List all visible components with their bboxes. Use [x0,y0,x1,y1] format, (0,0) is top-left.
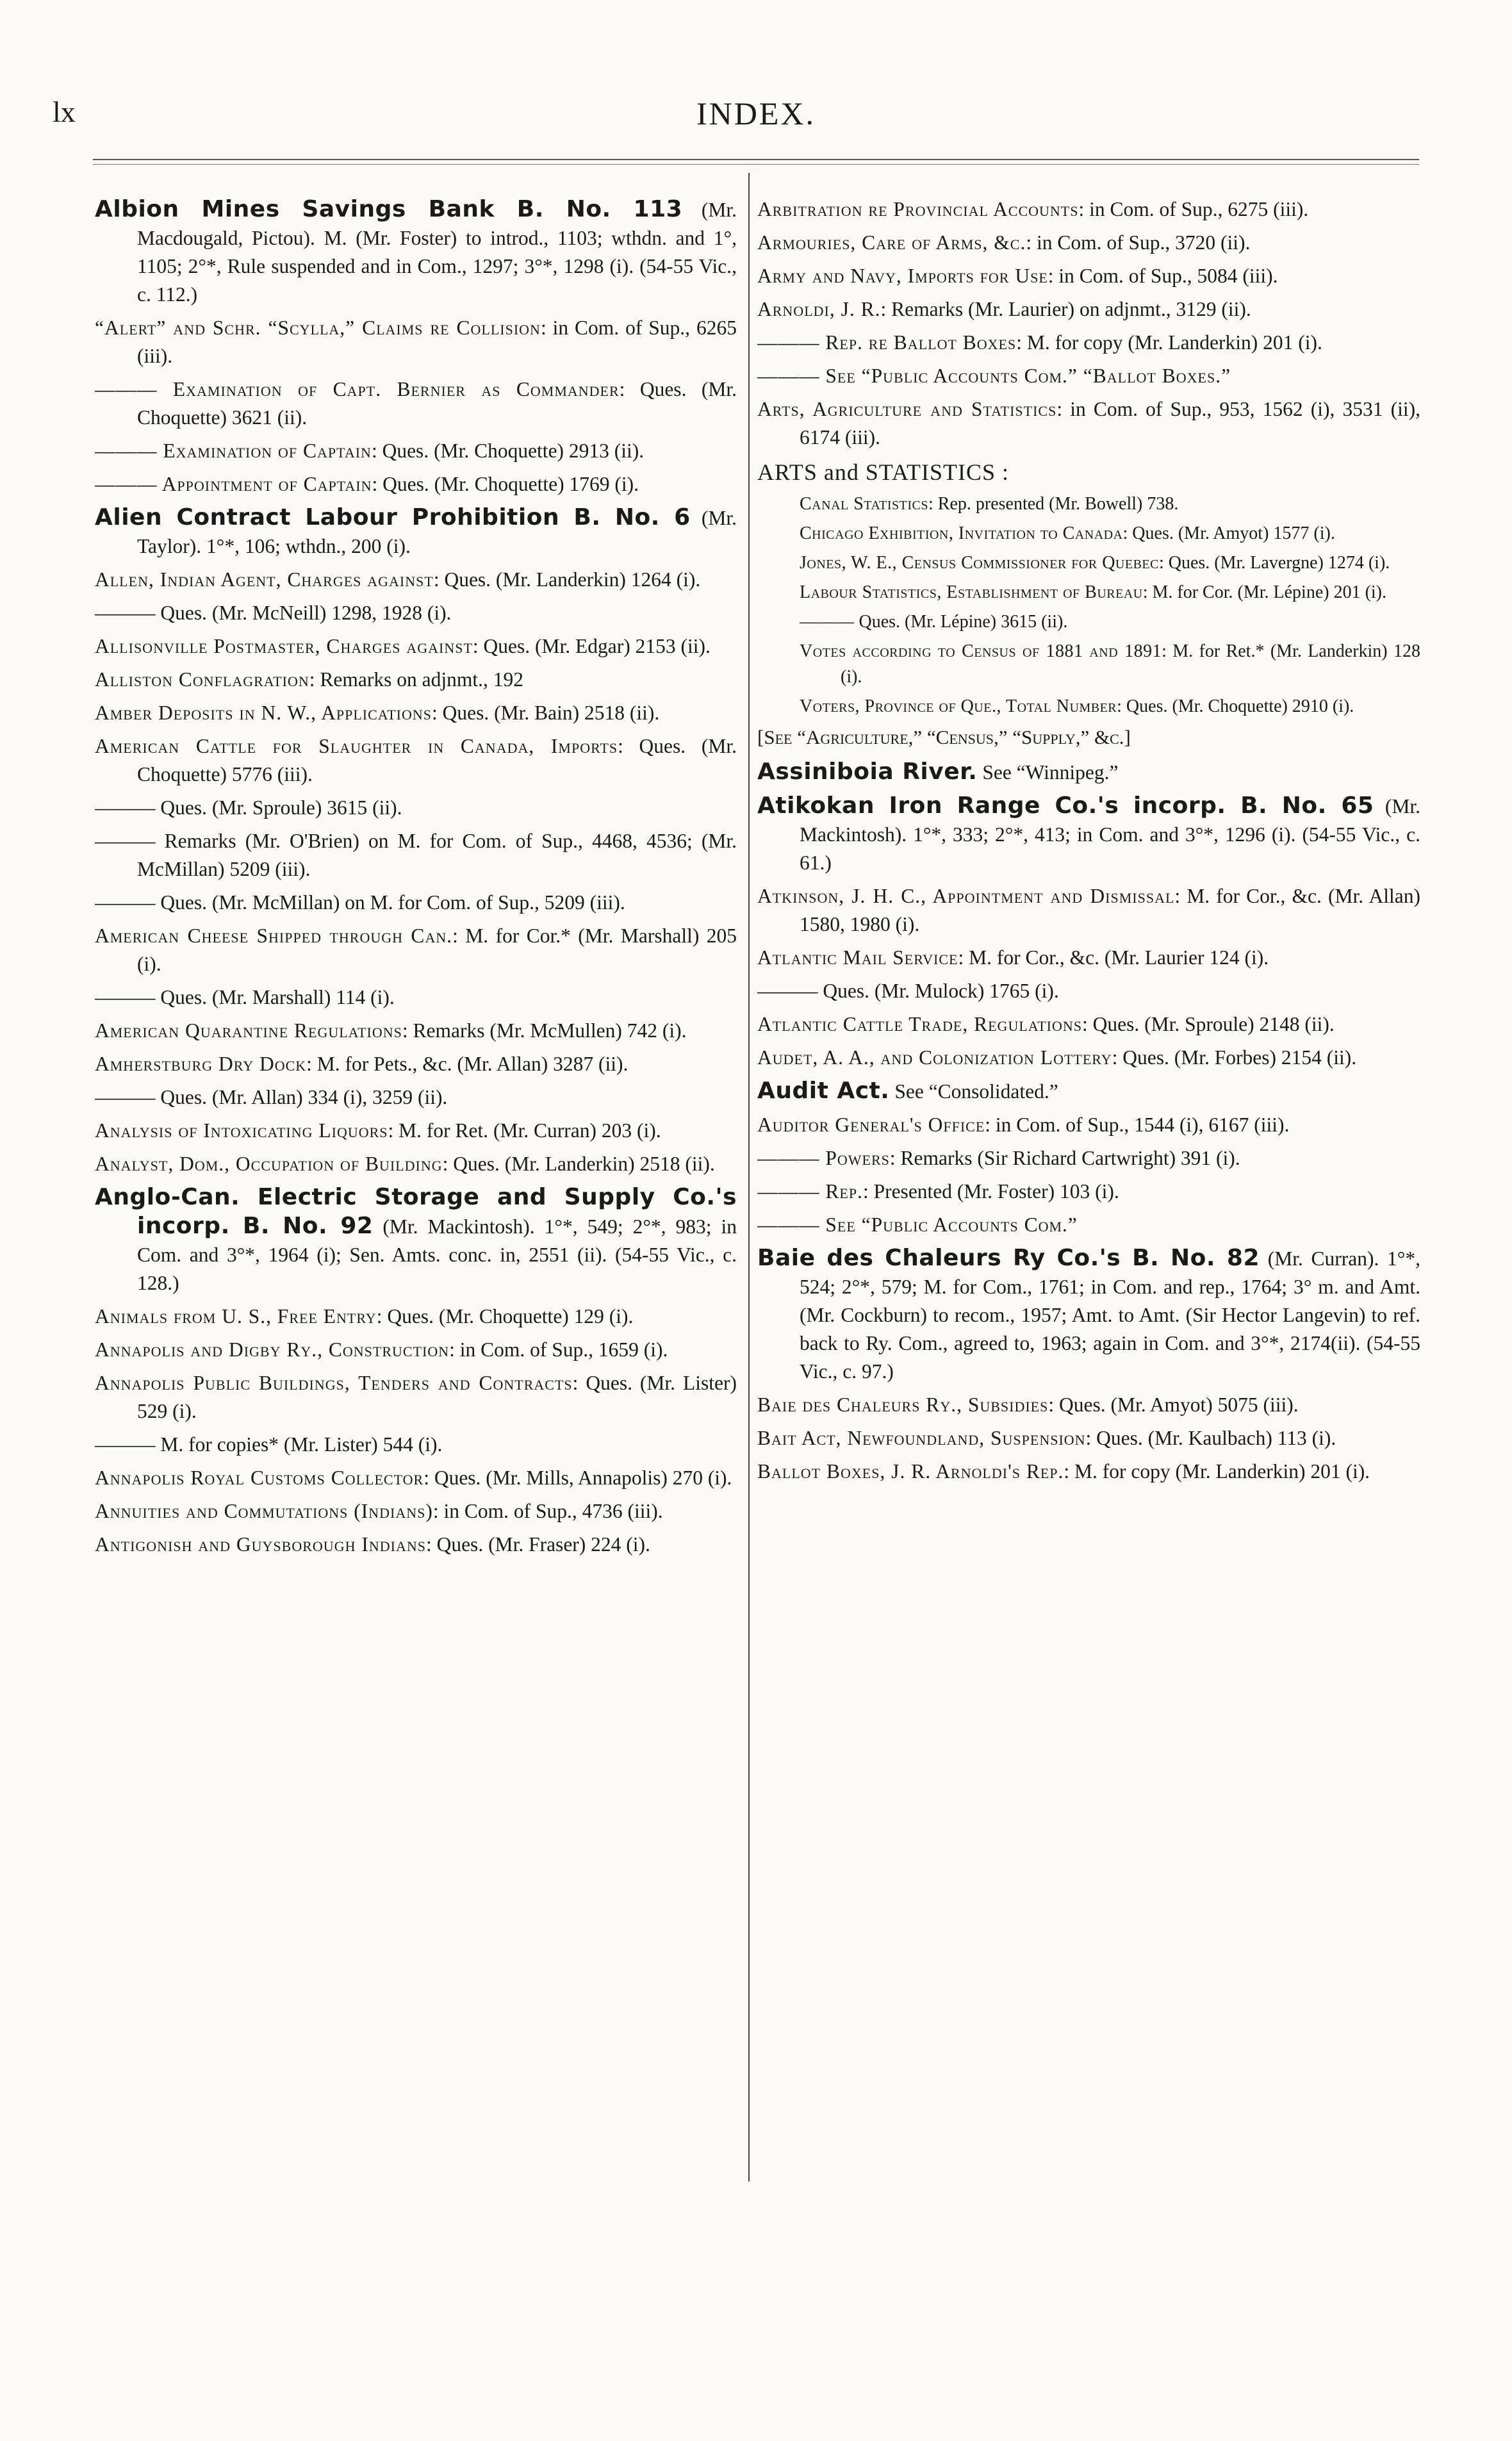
see-also-note: [See “Agriculture,” “Census,” “Supply,” &c.] [757,726,1131,748]
index-entry [95,732,737,789]
entry-references: : M. for Cor., &c. (Mr. Allan) 1580, 1980 (i). [800,885,1420,935]
index-entry [757,1458,1420,1486]
index-entry [95,599,737,627]
entry-references: : M. for Cor., &c. (Mr. Laurier 124 (i). [958,946,1269,969]
index-entry [95,666,737,694]
entry-heading: ——— Examination of Capt. Bernier as Commander [95,378,620,400]
entry-heading: ——— See “Public Accounts Com.” [757,1213,1078,1236]
entry-references: : in Com. of Sup., 6275 (iii). [1078,198,1309,220]
index-entry [95,1369,737,1426]
entry-references: : Ques. (Mr. Bain) 2518 (ii). [432,702,660,724]
index-entry [757,580,1420,605]
entry-heading: Audet, A. A., and Colonization Lottery [757,1046,1112,1069]
entry-references: (Mr. Taylor). 1°*, 106; wthdn., 200 (i). [137,507,737,557]
entry-heading: Arts, Agriculture and Statistics [757,398,1057,420]
entry-references: : in Com. of Sup., 3720 (ii). [1026,231,1251,254]
entry-heading: Allen, Indian Agent, Charges against [95,568,434,591]
entry-references: (Mr. Mackintosh). 1°*, 333; 2°*, 413; in Com. and 3°*, 1296 (i). (54-55 Vic., c. 61.) [800,795,1420,874]
entry-heading: Amherstburg Dry Dock [95,1053,307,1075]
entry-heading: Atlantic Cattle Trade, Regulations [757,1013,1082,1035]
index-entry [757,609,1420,635]
entry-heading: Armouries, Care of Arms, &c. [757,231,1026,254]
index-entry [757,1044,1420,1072]
entry-references: : in Com. of Sup., 1659 (i). [449,1338,668,1361]
index-entry [757,229,1420,257]
right-column-bottom [757,758,1420,1486]
right-column-top [757,195,1420,452]
index-entry [95,1083,737,1112]
page-number: lx [53,95,76,128]
entry-references: : Ques. (Mr. Landerkin) 2518 (ii). [442,1153,715,1175]
header-rule [93,159,1419,165]
index-entry [95,437,737,465]
entry-heading: American Cattle for Slaughter in Canada, Imports [95,735,618,757]
entry-heading: ——— [95,796,156,819]
entry-heading: Jones, W. E., Census Commissioner for Quebec [800,553,1159,573]
entry-heading: Alliston Conflagration [95,668,309,691]
entry-heading: Baie des Chaleurs Ry Co.'s B. No. 82 [757,1245,1260,1271]
index-entry [757,882,1420,939]
entry-references: : Remarks (Mr. McMullen) 742 (i). [402,1019,687,1042]
entry-references: : Remarks (Mr. Laurier) on adjnmt., 3129 (ii). [880,298,1251,320]
entry-references: : Ques. (Mr. Forbes) 2154 (ii). [1112,1046,1357,1069]
entry-references: Ques. (Mr. Mulock) 1765 (i). [818,980,1059,1002]
entry-heading: Atkinson, J. H. C., Appointment and Dismissal [757,885,1175,907]
index-entry [95,794,737,822]
index-entry [95,1336,737,1364]
entry-heading: Annapolis Public Buildings, Tenders and Contracts [95,1372,573,1394]
entry-heading: Albion Mines Savings Bank B. No. 113 [95,196,683,222]
entry-references: M. for copies* (Mr. Lister) 544 (i). [155,1433,443,1456]
index-entry [757,329,1420,357]
left-column [95,195,737,2201]
index-entry [95,1050,737,1078]
entry-references: Ques. (Mr. McMillan) on M. for Com. of Sup., 5209 (iii). [155,891,625,914]
index-entry [95,375,737,432]
entry-references: : Remarks on adjnmt., 192 [309,668,523,691]
entry-heading: ——— [95,830,156,852]
index-entry [757,1111,1420,1139]
index-entry [757,262,1420,290]
index-entry [95,504,737,561]
entry-references: : Ques. (Mr. Lister) 529 (i). [137,1372,737,1422]
index-entry [95,566,737,594]
index-entry [757,1077,1420,1106]
section-heading: ARTS and STATISTICS : [757,459,1009,485]
index-entry [757,1424,1420,1452]
entry-references: : M. for Cor. (Mr. Lépine) 201 (i). [1142,582,1387,602]
entry-heading: ——— [95,891,156,914]
index-entry [757,295,1420,324]
entry-references: : M. for copy (Mr. Landerkin) 201 (i). [1064,1460,1370,1483]
index-entry [757,694,1420,719]
index-entry [95,470,737,498]
entry-heading: ——— [95,1086,156,1108]
entry-heading: American Quarantine Regulations [95,1019,402,1042]
entry-references: : in Com. of Sup., 1544 (i), 6167 (iii). [985,1114,1290,1136]
index-entry [757,1391,1420,1419]
entry-heading: ——— Rep. [757,1180,863,1203]
entry-references: : Rep. presented (Mr. Bowell) 738. [928,494,1179,514]
entry-references: (Mr. Mackintosh). 1°*, 549; 2°*, 983; in Com. and 3°*, 1964 (i); Sen. Amts. conc. in, 2551 (ii). (54-55 Vic., c. 128.) [137,1215,737,1294]
entry-references: Ques. (Mr. Sproule) 3615 (ii). [155,796,402,819]
index-entry [757,1211,1420,1239]
entry-references: Remarks (Mr. O'Brien) on M. for Com. of Sup., 4468, 4536; (Mr. McMillan) 5209 (iii). [137,830,737,880]
entry-heading: ——— [95,986,156,1008]
arts-statistics-section [757,457,1420,752]
entry-references: See “Winnipeg.” [977,761,1119,784]
index-entry [757,395,1420,452]
entry-references: : Ques. (Mr. Choquette) 2913 (ii). [371,440,645,462]
entry-references: Ques. (Mr. Lépine) 3615 (ii). [854,612,1068,632]
section-items [757,491,1420,719]
entry-heading: Votes according to Census of 1881 and 1891 [800,641,1162,661]
entry-heading: Ballot Boxes, J. R. Arnoldi's Rep. [757,1460,1064,1483]
index-entry [757,550,1420,576]
entry-heading: ——— [757,980,818,1002]
column-divider [748,173,750,2182]
index-entry [757,792,1420,877]
entry-references: : in Com. of Sup., 953, 1562 (i), 3531 (ii), 6174 (iii). [800,398,1420,448]
entry-heading: Chicago Exhibition, Invitation to Canada [800,523,1123,543]
entry-heading: Arbitration re Provincial Accounts [757,198,1079,220]
entry-heading: Animals from U. S., Free Entry [95,1305,377,1327]
entry-heading: ——— See “Public Accounts Com.” “Ballot Boxes.” [757,365,1231,387]
index-entry [95,1464,737,1492]
index-entry [757,362,1420,390]
index-entry [95,1497,737,1525]
index-entry [95,1150,737,1178]
page-title: INDEX. [696,95,816,131]
entry-references: (Mr. Curran). 1°*, 524; 2°*, 579; M. for Com., 1761; in Com. and rep., 1764; 3° m. and Amt. (Mr. Cockburn) to recom., 1957; Amt. to Amt. (Sir Hector Langevin) to ref. back to Ry. Com., agreed to, 1963; again in Com. and 3°*, 2174(ii). (54-55 Vic., c. 97.) [800,1247,1420,1383]
entry-references: Ques. (Mr. Marshall) 114 (i). [155,986,395,1008]
entry-heading: ——— Appointment of Captain [95,473,372,495]
entry-references: : Ques. (Mr. Sproule) 2148 (ii). [1082,1013,1335,1035]
index-entry [757,944,1420,972]
entry-heading: Bait Act, Newfoundland, Suspension [757,1427,1086,1449]
entry-heading: Labour Statistics, Establishment of Bureau [800,582,1143,602]
entry-references: Ques. (Mr. Allan) 334 (i), 3259 (ii). [155,1086,448,1108]
entry-heading: Alien Contract Labour Prohibition B. No. 6 [95,504,691,530]
index-entry [95,922,737,978]
entry-heading: Atikokan Iron Range Co.'s incorp. B. No. 65 [757,793,1374,819]
entry-references: : Ques. (Mr. Edgar) 2153 (ii). [472,635,711,657]
entry-references: : M. for Pets., &c. (Mr. Allan) 3287 (ii). [306,1053,629,1075]
entry-references: : Remarks (Sir Richard Cartwright) 391 (i). [889,1147,1240,1169]
entry-heading: Canal Statistics [800,494,928,514]
entry-references: : M. for Ret.* (Mr. Landerkin) 128 (i). [841,641,1420,687]
index-entry [757,521,1420,547]
entry-heading: ——— [95,1433,156,1456]
entry-references: : Ques. (Mr. Choquette) 2910 (i). [1117,696,1354,716]
entry-heading: Annapolis Royal Customs Collector [95,1467,424,1489]
index-entry [95,1303,737,1331]
entry-heading: “Alert” and Schr. “Scylla,” Claims re Collision [95,316,541,339]
index-entry [95,1531,737,1559]
entry-references: : Ques. (Mr. Fraser) 224 (i). [425,1533,650,1556]
index-entry [757,1144,1420,1172]
entry-heading: Baie des Chaleurs Ry., Subsidies [757,1393,1049,1416]
entry-heading: ——— [800,612,855,632]
entry-heading: Amber Deposits in N. W., Applications [95,702,432,724]
index-entry [757,977,1420,1005]
entry-references: : Ques. (Mr. Choquette) 129 (i). [376,1305,634,1327]
index-entry [757,1010,1420,1039]
entry-heading: Antigonish and Guysborough Indians [95,1533,426,1556]
entry-heading: Army and Navy, Imports for Use [757,265,1048,287]
entry-heading: ——— Rep. re Ballot Boxes [757,331,1017,354]
index-entry [95,632,737,661]
index-entry [757,195,1420,224]
entry-references: : Ques. (Mr. Amyot) 5075 (iii). [1048,1393,1299,1416]
entry-references: : Ques. (Mr. Kaulbach) 113 (i). [1085,1427,1336,1449]
entry-heading: American Cheese Shipped through Can. [95,925,453,947]
entry-references: : Ques. (Mr. Lavergne) 1274 (i). [1158,553,1390,573]
index-entry [95,699,737,727]
entry-references: : M. for Ret. (Mr. Curran) 203 (i). [388,1119,661,1142]
entry-references: : Ques. (Mr. Choquette) 5776 (iii). [137,735,737,785]
entry-heading: Arnoldi, J. R. [757,298,881,320]
entry-references: : in Com. of Sup., 6265 (iii). [137,316,737,367]
entry-heading: ——— [95,602,156,624]
entry-references: (Mr. Macdougald, Pictou). M. (Mr. Foster) to introd., 1103; wthdn. and 1°, 1105; 2°*, Rule suspended and in Com., 1297; 3°*, 1298 (i). (54-55 Vic., c. 112.) [137,199,737,306]
entry-heading: Assiniboia River. [757,759,978,785]
index-entry [95,1183,737,1297]
index-entry [95,1117,737,1145]
right-column [757,195,1420,2201]
index-entry [757,758,1420,787]
index-entry [95,195,737,309]
entry-references: : Ques. (Mr. Mills, Annapolis) 270 (i). [423,1467,732,1489]
index-entry [95,983,737,1012]
entry-heading: Annuities and Commutations (Indians) [95,1500,433,1522]
entry-heading: Atlantic Mail Service [757,946,958,969]
index-entry [757,491,1420,517]
entry-heading: Annapolis and Digby Ry., Construction [95,1338,450,1361]
entry-heading: Auditor General's Office [757,1114,985,1136]
entry-heading: ——— Examination of Captain [95,440,372,462]
entry-references: : Ques. (Mr. Choquette) 3621 (ii). [137,378,737,429]
index-entry [757,1178,1420,1206]
entry-references: : in Com. of Sup., 4736 (iii). [432,1500,663,1522]
entry-references: : Ques. (Mr. Choquette) 1769 (i). [372,473,639,495]
entry-references: : M. for Cor.* (Mr. Marshall) 205 (i). [137,925,737,975]
index-entry [757,1244,1420,1386]
index-entry [757,639,1420,690]
entry-references: : M. for copy (Mr. Landerkin) 201 (i). [1016,331,1322,354]
entry-heading: Voters, Province of Que., Total Number [800,696,1117,716]
entry-heading: Analysis of Intoxicating Liquors [95,1119,388,1142]
index-entry [95,1431,737,1459]
index-entry [95,1017,737,1045]
entry-heading: Audit Act. [757,1078,890,1104]
entry-heading: Anglo-Can. Electric Storage and Supply Co.'s incorp. B. No. 92 [95,1184,737,1239]
entry-heading: ——— Powers [757,1147,890,1169]
index-entry [95,314,737,370]
entry-references: : Ques. (Mr. Amyot) 1577 (i). [1122,523,1335,543]
entry-references: : in Com. of Sup., 5084 (iii). [1048,265,1278,287]
index-entry [95,827,737,884]
entry-heading: Analyst, Dom., Occupation of Building [95,1153,443,1175]
entry-heading: Allisonville Postmaster, Charges against [95,635,473,657]
entry-references: Ques. (Mr. McNeill) 1298, 1928 (i). [155,602,452,624]
entry-references: : Ques. (Mr. Landerkin) 1264 (i). [433,568,701,591]
entry-references: See “Consolidated.” [889,1080,1058,1103]
entry-references: : Presented (Mr. Foster) 103 (i). [862,1180,1119,1203]
index-entry [95,889,737,917]
